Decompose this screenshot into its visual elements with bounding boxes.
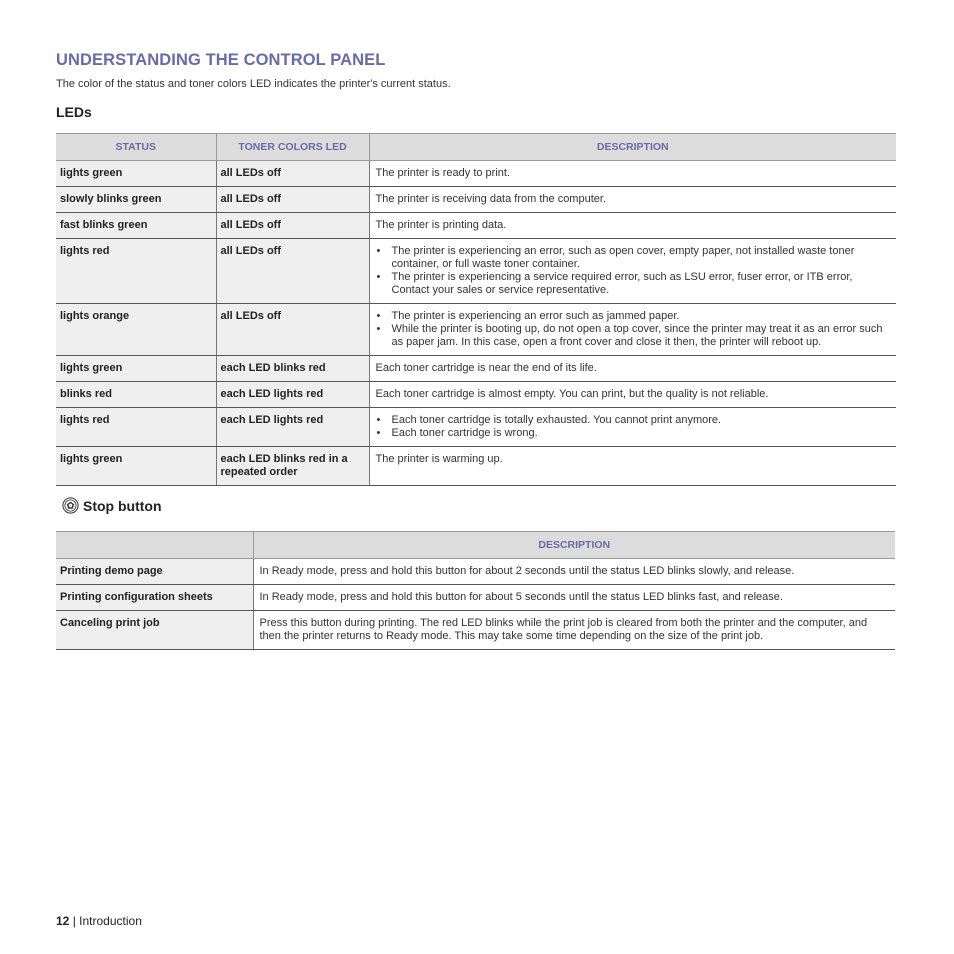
status-cell: lights green [56, 161, 216, 187]
stop-button-heading-label: Stop button [83, 497, 162, 514]
toner-led-cell: all LEDs off [216, 239, 369, 304]
description-cell: The printer is warming up. [369, 447, 896, 486]
leds-header-row [56, 134, 896, 161]
description-cell: In Ready mode, press and hold this button for about 5 seconds until the status LED blinks fast, and release. [253, 585, 895, 611]
description-cell: The printer is ready to print. [369, 161, 896, 187]
toner-led-cell: each LED lights red [216, 382, 369, 408]
stop-header-row [56, 532, 895, 559]
list-item: • The printer is experiencing an error such as jammed paper. [376, 310, 893, 323]
status-cell: lights green [56, 447, 216, 486]
table-row [56, 213, 896, 239]
toner-led-cell: all LEDs off [216, 161, 369, 187]
toner-led-cell: each LED lights red [216, 408, 369, 447]
toner-led-cell: all LEDs off [216, 187, 369, 213]
table-row [56, 611, 895, 650]
description-cell: In Ready mode, press and hold this button for about 2 seconds until the status LED blinks slowly, and release. [253, 559, 895, 585]
table-row [56, 447, 896, 486]
description-list [376, 245, 893, 297]
toner-led-cell: all LEDs off [216, 213, 369, 239]
list-item: • Each toner cartridge is totally exhausted. You cannot print anymore. [376, 414, 893, 427]
description-cell: Each toner cartridge is near the end of its life. [369, 356, 896, 382]
table-row [56, 408, 896, 447]
page-footer [56, 914, 142, 928]
table-row [56, 585, 895, 611]
status-cell: slowly blinks green [56, 187, 216, 213]
description-cell: The printer is printing data. [369, 213, 896, 239]
list-item: • Each toner cartridge is wrong. [376, 427, 893, 440]
status-cell: lights red [56, 239, 216, 304]
status-cell: blinks red [56, 382, 216, 408]
description-cell: The printer is receiving data from the computer. [369, 187, 896, 213]
description-cell [369, 239, 896, 304]
list-item: • The printer is experiencing an error, such as open cover, empty paper, not installed waste toner container, or full waste toner container. [376, 245, 893, 271]
list-item: • While the printer is booting up, do not open a top cover, since the printer may treat it as an error such as paper jam. In this case, open a front cover and close it then, the printer will reboot up. [376, 323, 893, 349]
footer-section: Introduction [79, 914, 142, 928]
stop-button-table [56, 531, 895, 650]
page-number: 12 [56, 914, 70, 928]
table-row [56, 356, 896, 382]
list-item: • The printer is experiencing a service required error, such as LSU error, fuser error, or ITB error, Contact your sales or service representative. [376, 271, 893, 297]
status-cell: lights green [56, 356, 216, 382]
leds-table [56, 133, 896, 486]
function-cell: Printing configuration sheets [56, 585, 253, 611]
table-row [56, 559, 895, 585]
status-cell: fast blinks green [56, 213, 216, 239]
function-cell: Canceling print job [56, 611, 253, 650]
footer-separator: | [69, 914, 80, 928]
toner-led-cell: all LEDs off [216, 304, 369, 356]
column-header-blank [56, 532, 253, 559]
column-header-status: STATUS [56, 134, 216, 161]
table-row [56, 382, 896, 408]
column-header-description: DESCRIPTION [253, 532, 895, 559]
stop-button-heading [62, 497, 162, 514]
description-cell [369, 408, 896, 447]
toner-led-cell: each LED blinks red [216, 356, 369, 382]
stop-button-icon [62, 497, 79, 514]
description-cell: Press this button during printing. The red LED blinks while the print job is cleared from both the printer and the computer, and then the printer returns to Ready mode. This may take some time depending on the size of the print job. [253, 611, 895, 650]
table-row [56, 161, 896, 187]
status-cell: lights orange [56, 304, 216, 356]
description-list [376, 414, 893, 440]
column-header-toner-colors-led: TONER COLORS LED [216, 134, 369, 161]
table-row [56, 304, 896, 356]
status-cell: lights red [56, 408, 216, 447]
description-list [376, 310, 893, 349]
description-cell: Each toner cartridge is almost empty. You can print, but the quality is not reliable. [369, 382, 896, 408]
column-header-description: DESCRIPTION [369, 134, 896, 161]
toner-led-cell: each LED blinks red in a repeated order [216, 447, 369, 486]
table-row [56, 239, 896, 304]
intro-text: The color of the status and toner colors LED indicates the printer's current status. [56, 78, 451, 90]
table-row [56, 187, 896, 213]
function-cell: Printing demo page [56, 559, 253, 585]
description-cell [369, 304, 896, 356]
page-title: UNDERSTANDING THE CONTROL PANEL [56, 51, 386, 69]
leds-heading: LEDs [56, 104, 92, 120]
